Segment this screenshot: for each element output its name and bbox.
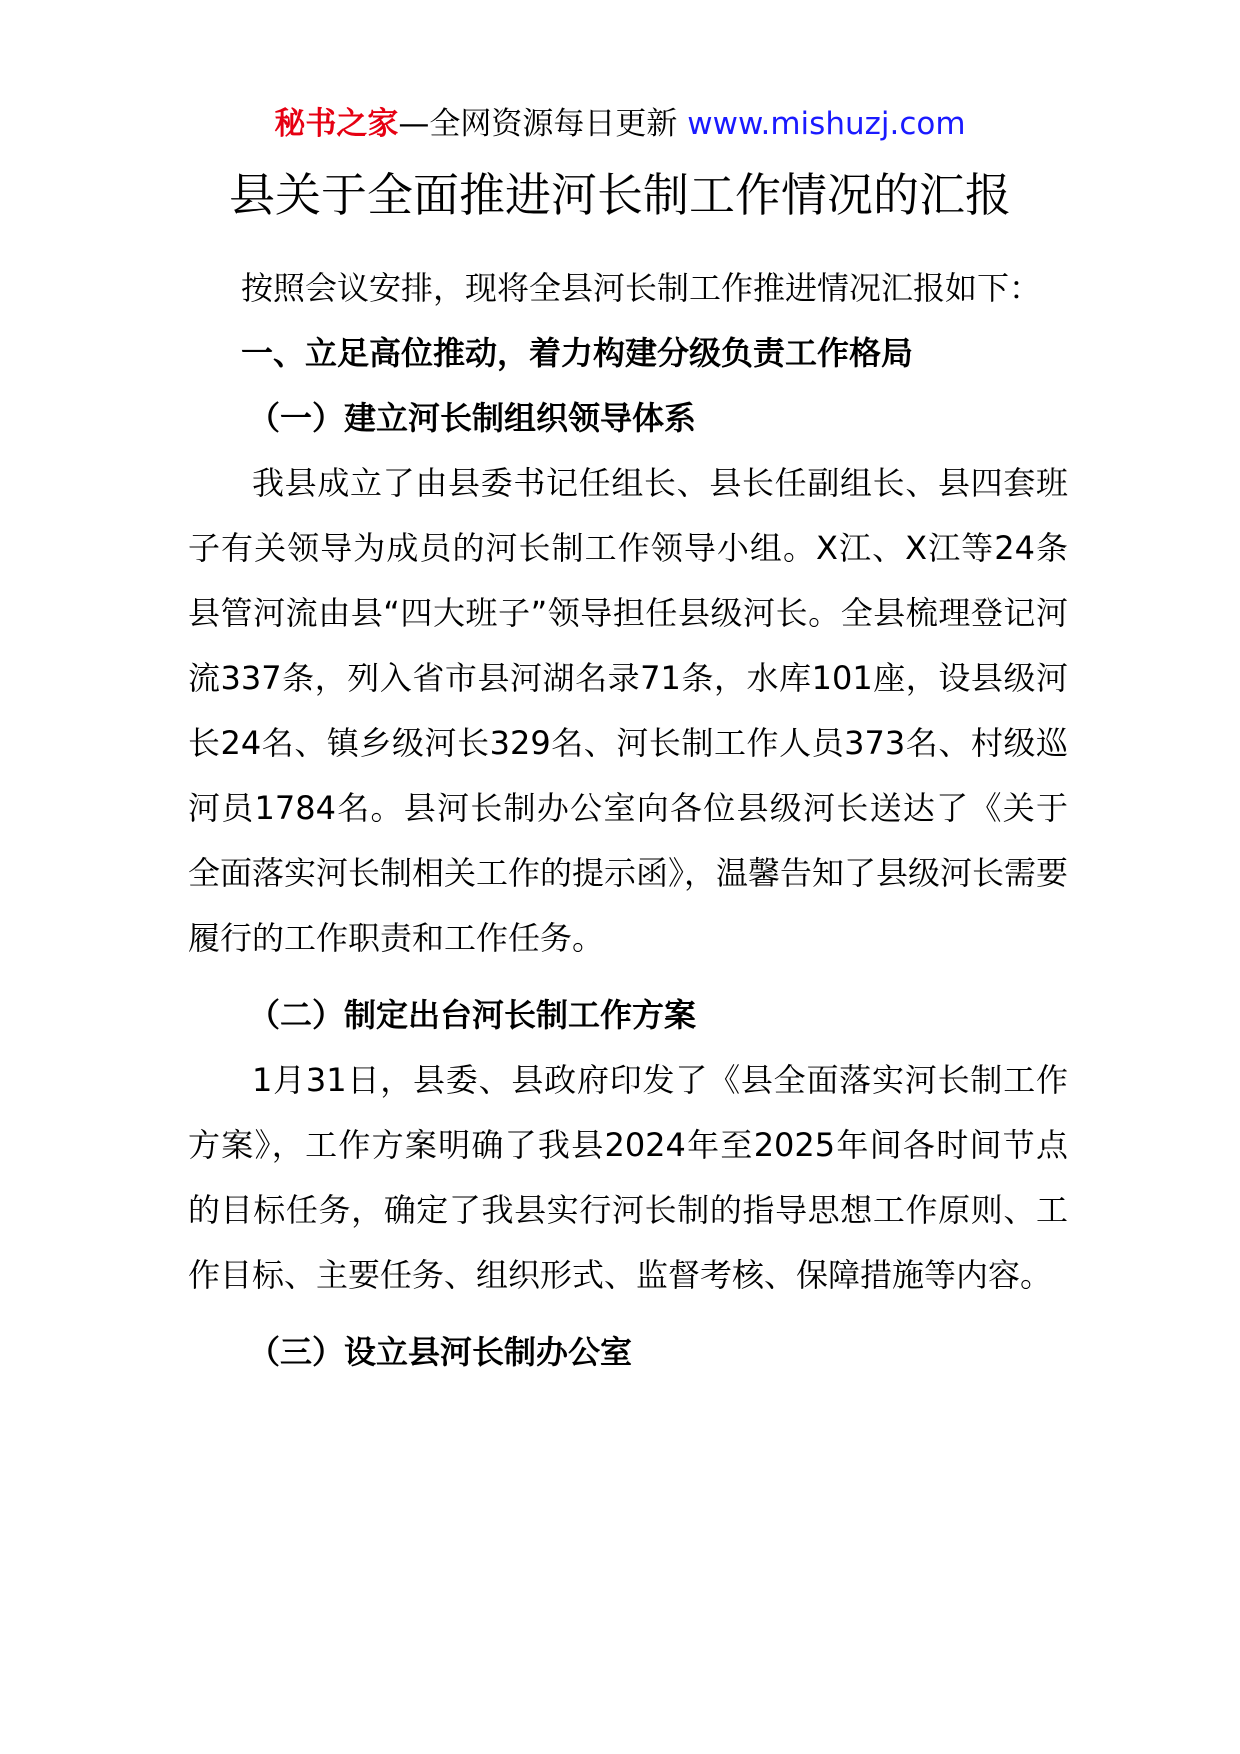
site-url[interactable]: www.mishuzj.com [687,106,966,142]
section-1-heading: 一、立足高位推动，着力构建分级负责工作格局 [241,334,914,372]
site-header [0,102,1240,146]
intro-paragraph: 按照会议安排，现将全县河长制工作推进情况汇报如下： [241,269,1042,307]
subsection-2-heading: （二）制定出台河长制工作方案 [248,996,697,1034]
site-tagline: —全网资源每日更新 [398,106,678,142]
document-body [188,256,1068,1385]
subsection-3-heading: （三）设立县河长制办公室 [248,1333,633,1371]
document-title: 县关于全面推进河长制工作情况的汇报 [229,168,1011,222]
subsection-1-body: 我县成立了由县委书记任组长、县长任副组长、县四套班子有关领导为成员的河长制工作领导小组。X江、X江等24条县管河流由县“四大班子”领导担任县级河长。全县梳理登记河流337条，列入省市县河湖名录71条，水库101座，设县级河长24名、镇乡级河长329名、河长制工作人员373名、村级巡河员1784名。县河长制办公室向各位县级河长送达了《关于全面落实河长制相关工作的提示函》，温馨告知了县级河长需要履行的工作职责和工作任务。 [188,464,1069,957]
subsection-1-heading: （一）建立河长制组织领导体系 [248,399,697,437]
subsection-2-body: 1月31日，县委、县政府印发了《县全面落实河长制工作方案》，工作方案明确了我县2024年至2025年间各时间节点的目标任务，确定了我县实行河长制的指导思想工作原则、工作目标、主要任务、组织形式、监督考核、保障措施等内容。 [188,1061,1068,1294]
site-brand: 秘书之家 [274,106,399,142]
